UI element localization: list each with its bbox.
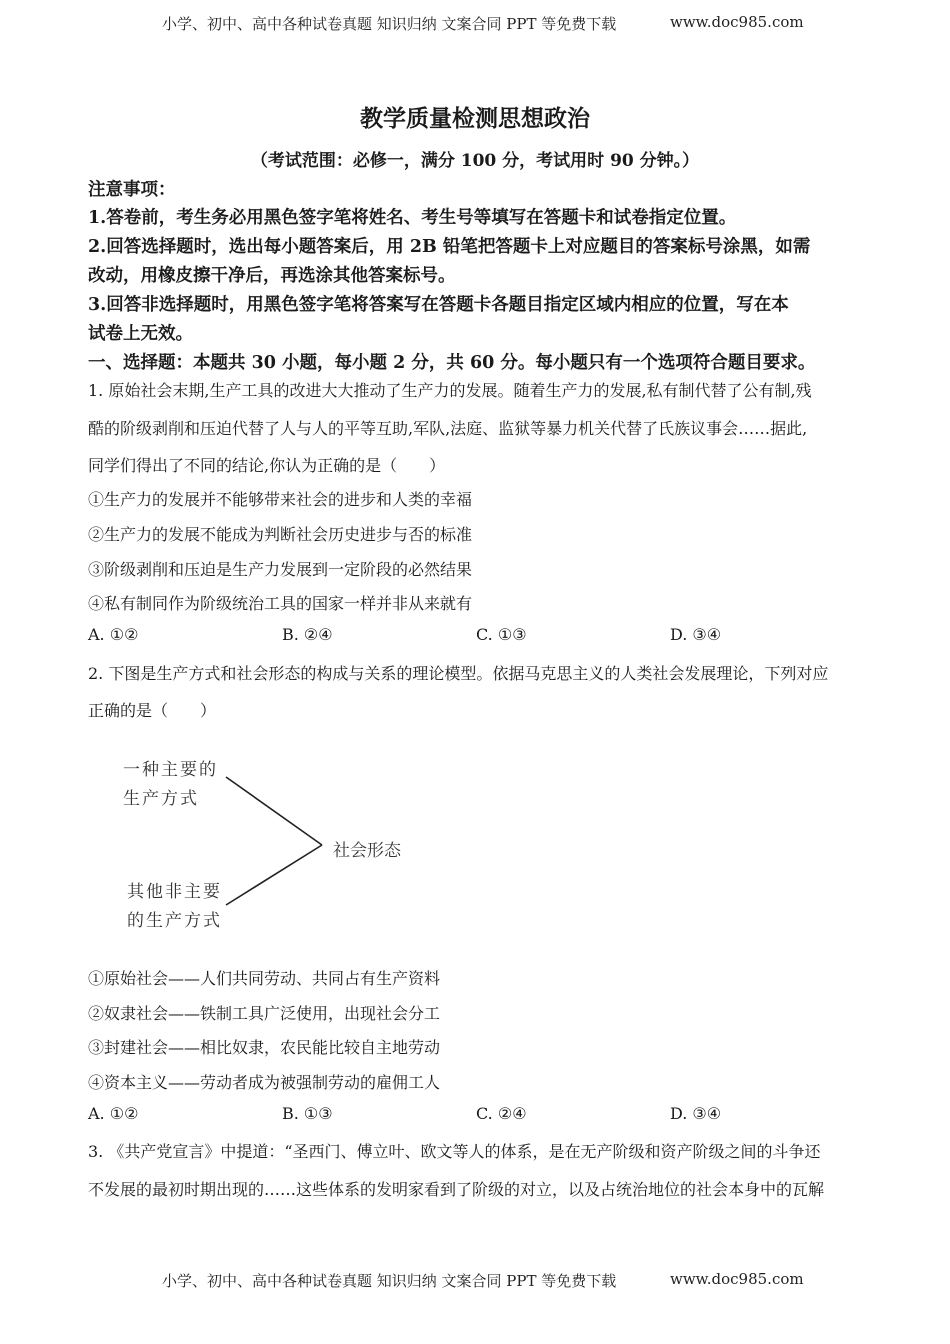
q1-statement-2: ②生产力的发展不能成为判断社会历史进步与否的标准 — [88, 525, 473, 544]
header-url[interactable]: www.doc985.com — [670, 13, 804, 31]
notes-heading: 注意事项： — [88, 180, 176, 200]
footer-url[interactable]: www.doc985.com — [670, 1270, 804, 1288]
section-heading: 一、选择题：本题共 30 小题，每小题 2 分，共 60 分。每小题只有一个选项符合题目要求。 — [88, 353, 816, 373]
q1-option-c: C. ①③ — [476, 625, 527, 644]
diagram-line-top — [226, 777, 322, 845]
q1-option-b: B. ②④ — [282, 625, 333, 644]
diagram-bottom-label-2: 的生产方式 — [127, 911, 222, 931]
footer-text: 小学、初中、高中各种试卷真题 知识归纳 文案合同 PPT 等免费下载 — [162, 1272, 617, 1290]
q1-stem-line-3: 同学们得出了不同的结论,你认为正确的是（ ） — [88, 456, 446, 475]
q1-stem-line-2: 酷的阶级剥削和压迫代替了人与人的平等互助,军队,法庭、监狱等暴力机关代替了氏族议事会……据此, — [88, 419, 808, 438]
q2-statement-1: ①原始社会——人们共同劳动、共同占有生产资料 — [88, 969, 441, 988]
q2-statement-3: ③封建社会——相比奴隶，农民能比较自主地劳动 — [88, 1038, 441, 1057]
note-2-line-2: 改动，用橡皮擦干净后，再选涂其他答案标号。 — [88, 266, 456, 286]
q2-option-d: D. ③④ — [670, 1104, 722, 1123]
q3-stem-line-1: 3. 《共产党宣言》中提道：“圣西门、傅立叶、欧文等人的体系，是在无产阶级和资产阶级之间的斗争还 — [88, 1142, 821, 1161]
page-title: 教学质量检测思想政治 — [360, 105, 590, 132]
note-3-line-2: 试卷上无效。 — [88, 324, 193, 344]
q2-stem-line-2: 正确的是（ ） — [88, 701, 217, 720]
diagram-bottom-label-1: 其他非主要 — [127, 882, 222, 902]
diagram-top-label-1: 一种主要的 — [123, 760, 218, 780]
q1-statement-1: ①生产力的发展并不能够带来社会的进步和人类的幸福 — [88, 490, 473, 509]
q2-option-a: A. ①② — [88, 1104, 139, 1123]
q1-statement-4: ④私有制同作为阶级统治工具的国家一样并非从来就有 — [88, 594, 473, 613]
q1-option-d: D. ③④ — [670, 625, 722, 644]
q2-stem-line-1: 2. 下图是生产方式和社会形态的构成与关系的理论模型。依据马克思主义的人类社会发展理论，下列对应 — [88, 664, 829, 683]
q3-stem-line-2: 不发展的最初时期出现的……这些体系的发明家看到了阶级的对立，以及占统治地位的社会本身中的瓦解 — [88, 1180, 825, 1199]
header-text: 小学、初中、高中各种试卷真题 知识归纳 文案合同 PPT 等免费下载 — [162, 15, 617, 33]
diagram-right-label: 社会形态 — [333, 841, 401, 861]
q2-option-c: C. ②④ — [476, 1104, 527, 1123]
q1-stem-line-1: 1. 原始社会末期,生产工具的改进大大推动了生产力的发展。随着生产力的发展,私有制代替了公有制,残 — [88, 381, 812, 400]
note-3-line-1: 3.回答非选择题时，用黑色签字笔将答案写在答题卡各题目指定区域内相应的位置，写在本 — [88, 295, 789, 315]
diagram-line-bottom — [226, 845, 322, 905]
note-2-line-1: 2.回答选择题时，选出每小题答案后，用 2B 铅笔把答题卡上对应题目的答案标号涂黑，如需 — [88, 237, 811, 257]
q2-option-b: B. ①③ — [282, 1104, 333, 1123]
q1-statement-3: ③阶级剥削和压迫是生产力发展到一定阶段的必然结果 — [88, 560, 473, 579]
diagram-top-label-2: 生产方式 — [123, 789, 199, 809]
q2-statement-2: ②奴隶社会——铁制工具广泛使用，出现社会分工 — [88, 1004, 441, 1023]
q2-statement-4: ④资本主义——劳动者成为被强制劳动的雇佣工人 — [88, 1073, 441, 1092]
note-1: 1.答卷前，考生务必用黑色签字笔将姓名、考生号等填写在答题卡和试卷指定位置。 — [88, 208, 737, 228]
q1-option-a: A. ①② — [88, 625, 139, 644]
page-subtitle: （考试范围：必修一，满分 100 分，考试用时 90 分钟。） — [250, 151, 700, 171]
